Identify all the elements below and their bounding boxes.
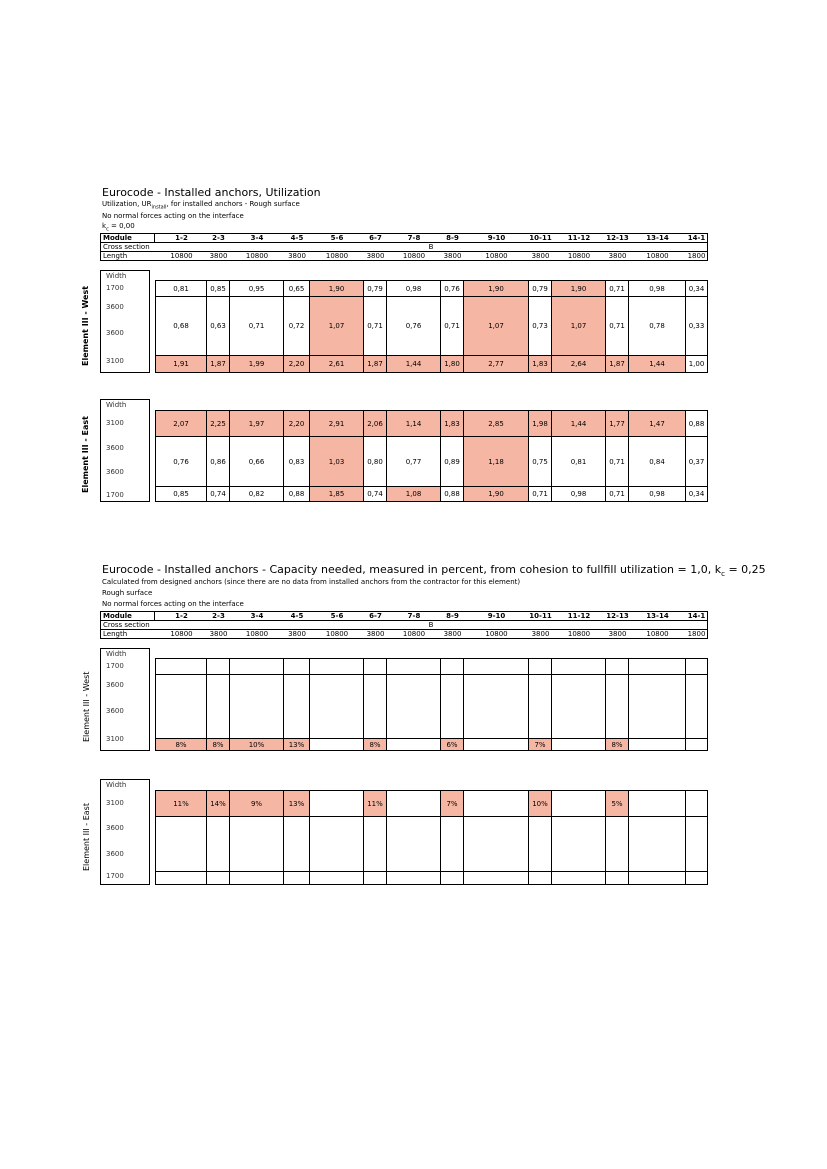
table-cell: 6% — [441, 739, 464, 750]
module-label: Module — [103, 612, 132, 620]
table-cell: 1,07 — [464, 297, 529, 356]
table-cell — [230, 675, 284, 739]
table-cell — [441, 675, 464, 739]
module-label: Module — [103, 234, 132, 242]
module-header: 3-4 — [250, 612, 264, 620]
module-header: 2-3 — [212, 234, 225, 242]
table-cell: 1,18 — [464, 437, 529, 487]
table-cell: 1,44 — [552, 411, 606, 437]
table-cell: 8% — [606, 739, 629, 750]
table-cell — [310, 791, 364, 817]
table-cell: 1,90 — [552, 281, 606, 297]
section2-line2: Rough surface — [102, 589, 153, 597]
table-cell — [552, 739, 606, 750]
table-cell: 0,76 — [441, 281, 464, 297]
table-cell: 0,98 — [629, 281, 686, 297]
table-cell: 0,71 — [606, 297, 629, 356]
table-cell — [464, 791, 529, 817]
table-cell: 11% — [156, 791, 207, 817]
table-cell: 0,76 — [387, 297, 441, 356]
table-cell — [529, 675, 552, 739]
table-cell: 1,90 — [310, 281, 364, 297]
table-cell: 2,07 — [156, 411, 207, 437]
width-value: 3100 — [106, 419, 124, 427]
table-cell: 0,95 — [230, 281, 284, 297]
table-cell: 2,64 — [552, 356, 606, 372]
header-divider — [154, 234, 155, 242]
table-cell: 2,06 — [364, 411, 387, 437]
module-header: 6-7 — [369, 234, 382, 242]
table-cell: 0,65 — [284, 281, 310, 297]
section2-line1: Calculated from designed anchors (since there are no data from installed anchors from the contractor for this element) — [102, 578, 521, 586]
header-row — [101, 630, 707, 638]
cross-section-value: B — [428, 621, 434, 629]
table-cell — [464, 675, 529, 739]
table-cell: 1,00 — [688, 360, 705, 368]
table-cell — [284, 659, 310, 675]
length-value: 3800 — [366, 252, 385, 260]
width-value: 3600 — [106, 850, 124, 858]
section1-title: Eurocode - Installed anchors, Utilization — [102, 186, 321, 199]
length-value: 10800 — [245, 252, 269, 260]
table-cell — [387, 675, 441, 739]
table-cell — [364, 817, 387, 872]
table-cell: 0,72 — [284, 297, 310, 356]
cross-section-value: B — [428, 243, 434, 251]
table-cell — [207, 872, 230, 884]
length-label: Length — [103, 252, 128, 260]
length-label: Length — [103, 630, 128, 638]
module-header-table-2 — [100, 611, 708, 639]
table-cell — [552, 675, 606, 739]
length-value: 3800 — [209, 630, 228, 638]
table-cell: 0,81 — [156, 281, 207, 297]
table-cell: 0,86 — [207, 437, 230, 487]
module-header: 10-11 — [529, 234, 552, 242]
table-cell: 1,47 — [629, 411, 686, 437]
length-value: 10800 — [325, 630, 349, 638]
table-cell: 7% — [441, 791, 464, 817]
table-cell: 0,71 — [364, 297, 387, 356]
table-cell: 0,77 — [387, 437, 441, 487]
table-cell — [606, 659, 629, 675]
table-cell: 0,75 — [529, 437, 552, 487]
width-value: 1700 — [106, 284, 124, 292]
table-cell — [552, 817, 606, 872]
table-cell — [156, 817, 207, 872]
module-header: 5-6 — [330, 234, 344, 242]
table-cell: 0,80 — [364, 437, 387, 487]
table-cell: 0,74 — [364, 487, 387, 501]
length-value: 3800 — [531, 630, 550, 638]
table-cell: 14% — [207, 791, 230, 817]
width-label: Width — [106, 401, 127, 409]
table-cell: 1,08 — [387, 487, 441, 501]
table-cell — [464, 872, 529, 884]
length-value: 10800 — [170, 630, 193, 638]
table-cell: 8% — [207, 739, 230, 750]
table-cell — [629, 675, 686, 739]
table-cell: 0,34 — [686, 281, 707, 297]
module-header: 4-5 — [290, 612, 304, 620]
table-cell — [464, 659, 529, 675]
table-cell — [156, 659, 207, 675]
table-cell: 0,89 — [441, 437, 464, 487]
table-cell — [387, 659, 441, 675]
width-value: 1700 — [106, 491, 124, 499]
length-value: 3800 — [366, 630, 385, 638]
table-cell: 2,20 — [284, 411, 310, 437]
module-header: 7-8 — [407, 612, 421, 620]
length-value: 3800 — [209, 252, 228, 260]
table-cell — [629, 659, 686, 675]
table-cell: 0,63 — [207, 297, 230, 356]
table-cell: 2,25 — [207, 411, 230, 437]
table-cell: 1,14 — [387, 411, 441, 437]
module-header: 1-2 — [175, 612, 188, 620]
table-cell — [310, 817, 364, 872]
table-cell: 0,85 — [156, 487, 207, 501]
section1-subtitle: Utilization, $UR_{install}$, for installed anchors - Rough surface — [102, 200, 300, 211]
table-cell: 0,88 — [686, 411, 707, 437]
table-cell: 1,85 — [310, 487, 364, 501]
table-cell: 2,77 — [464, 356, 529, 372]
width-column-west — [100, 270, 150, 373]
table-cell — [529, 659, 552, 675]
table-cell — [629, 817, 686, 872]
table-cell: 2,20 — [284, 356, 310, 372]
table-cell: 5% — [606, 791, 629, 817]
table-cell — [441, 817, 464, 872]
table-cell — [606, 675, 629, 739]
table-cell: 0,34 — [688, 490, 705, 498]
table-cell: 0,71 — [230, 297, 284, 356]
length-value: 10800 — [485, 630, 508, 638]
width-value: 3600 — [106, 824, 124, 832]
section2-title: Eurocode - Installed anchors - Capacity needed, measured in percent, from cohesion to fullfill utilization = 1,0, $k_c = 0,25$ — [102, 563, 766, 579]
table-cell: 0,37 — [686, 437, 707, 487]
table-cell: 1,98 — [529, 411, 552, 437]
section2-line3: No normal forces acting on the interface — [102, 600, 244, 608]
table-cell — [629, 739, 686, 750]
element-label-west-2: Element III - West — [82, 671, 91, 742]
length-value: 3800 — [443, 252, 462, 260]
table-cell: 9% — [230, 791, 284, 817]
length-value: 3800 — [531, 252, 550, 260]
width-label: Width — [106, 272, 127, 280]
length-value: 3800 — [443, 630, 462, 638]
table-cell — [230, 817, 284, 872]
length-value: 10800 — [402, 252, 426, 260]
table-cell — [629, 872, 686, 884]
table-cell — [156, 675, 207, 739]
header-row — [101, 621, 707, 630]
width-value: 3600 — [106, 303, 124, 311]
table-cell: 0,71 — [606, 437, 629, 487]
width-label: Width — [106, 650, 127, 658]
table-cell: 0,74 — [207, 487, 230, 501]
section1-note: No normal forces acting on the interface — [102, 212, 244, 220]
module-header: 9-10 — [487, 234, 506, 242]
table-cell: 1,87 — [207, 356, 230, 372]
module-header: 8-9 — [446, 612, 459, 620]
table-cell: 0,76 — [156, 437, 207, 487]
module-header: 8-9 — [446, 234, 459, 242]
table-cell — [441, 872, 464, 884]
header-row — [101, 252, 707, 260]
table-cell: 1,44 — [629, 356, 686, 372]
table-cell: 0,68 — [156, 297, 207, 356]
table-cell: 0,82 — [230, 487, 284, 501]
length-value: 3800 — [608, 630, 627, 638]
length-value: 10800 — [245, 630, 269, 638]
module-header: 10-11 — [529, 612, 552, 620]
table-cell — [310, 659, 364, 675]
table-cell: 1,91 — [156, 356, 207, 372]
table-cell — [606, 872, 629, 884]
length-value: 10800 — [646, 252, 669, 260]
module-header: 4-5 — [290, 234, 304, 242]
table-cell — [441, 659, 464, 675]
module-header: 12-13 — [606, 234, 629, 242]
table-cell — [387, 739, 441, 750]
width-value: 3600 — [106, 468, 124, 476]
table-cell: 0,88 — [441, 487, 464, 501]
length-value: 3800 — [608, 252, 627, 260]
table-cell — [207, 817, 230, 872]
table-cell: 0,79 — [529, 281, 552, 297]
table-cell — [207, 675, 230, 739]
table-cell — [552, 791, 606, 817]
utilization-grid-west — [155, 280, 708, 373]
width-column-east-2 — [100, 779, 150, 885]
table-cell: 1,87 — [606, 356, 629, 372]
module-header: 11-12 — [567, 612, 591, 620]
table-cell: 0,79 — [364, 281, 387, 297]
table-cell — [230, 872, 284, 884]
table-cell — [207, 659, 230, 675]
module-header: 13-14 — [646, 234, 669, 242]
module-header: 6-7 — [369, 612, 382, 620]
element-label-east-2: Element III - East — [82, 803, 91, 871]
table-cell — [284, 675, 310, 739]
table-cell: 0,98 — [387, 281, 441, 297]
capacity-grid-east — [155, 790, 708, 885]
table-cell — [629, 791, 686, 817]
table-cell: 0,98 — [629, 487, 686, 501]
module-header: 14-1 — [687, 612, 706, 620]
table-cell: 7% — [529, 739, 552, 750]
table-cell — [686, 675, 707, 739]
table-cell: 0,81 — [552, 437, 606, 487]
table-cell — [387, 791, 441, 817]
module-header: 13-14 — [646, 612, 669, 620]
table-cell: 0,98 — [552, 487, 606, 501]
table-cell: 0,78 — [629, 297, 686, 356]
length-value: 10800 — [170, 252, 193, 260]
width-column-west-2 — [100, 648, 150, 751]
table-cell: 10% — [529, 791, 552, 817]
table-cell — [529, 872, 552, 884]
table-cell: 0,71 — [529, 487, 552, 501]
table-cell: 1,87 — [364, 356, 387, 372]
length-value: 1800 — [687, 630, 706, 638]
table-cell: 2,85 — [464, 411, 529, 437]
length-value: 3800 — [288, 252, 306, 260]
table-cell: 10% — [230, 739, 284, 750]
header-row — [101, 234, 707, 243]
table-cell: 1,80 — [441, 356, 464, 372]
header-row — [101, 243, 707, 252]
table-cell — [284, 872, 310, 884]
table-cell — [387, 817, 441, 872]
module-header: 14-1 — [687, 234, 706, 242]
table-cell: 0,73 — [529, 297, 552, 356]
table-cell: 1,07 — [310, 297, 364, 356]
table-cell: 1,90 — [464, 487, 529, 501]
width-value: 3600 — [106, 444, 124, 452]
header-divider — [154, 612, 155, 620]
table-cell — [464, 817, 529, 872]
table-cell: 0,33 — [686, 297, 707, 356]
table-cell — [310, 872, 364, 884]
table-cell — [552, 659, 606, 675]
width-value: 1700 — [106, 662, 124, 670]
table-cell — [310, 675, 364, 739]
table-cell: 1,83 — [441, 411, 464, 437]
table-cell: 0,71 — [441, 297, 464, 356]
table-cell: 1,90 — [464, 281, 529, 297]
table-cell — [387, 872, 441, 884]
module-header: 9-10 — [487, 612, 506, 620]
table-cell: 11% — [364, 791, 387, 817]
length-value: 1800 — [687, 252, 706, 260]
header-row — [101, 612, 707, 621]
table-cell — [284, 817, 310, 872]
table-cell — [686, 791, 707, 817]
length-value: 10800 — [402, 630, 426, 638]
table-cell: 13% — [284, 791, 310, 817]
module-header: 1-2 — [175, 234, 188, 242]
utilization-grid-east — [155, 410, 708, 502]
table-cell — [230, 659, 284, 675]
capacity-grid-west — [155, 658, 708, 751]
table-cell — [364, 675, 387, 739]
module-header: 12-13 — [606, 612, 629, 620]
table-cell — [686, 872, 707, 884]
section1-kc: $k_c = 0,00$ — [102, 222, 135, 233]
width-value: 3100 — [106, 799, 124, 807]
table-cell — [552, 872, 606, 884]
length-value: 10800 — [567, 252, 591, 260]
table-cell: 13% — [284, 739, 310, 750]
cross-section-label: Cross section — [103, 243, 150, 251]
element-label-east: Element III - East — [81, 416, 90, 493]
module-header: 11-12 — [567, 234, 591, 242]
table-cell — [310, 739, 364, 750]
table-cell — [529, 817, 552, 872]
width-value: 3100 — [106, 735, 124, 743]
module-header-table — [100, 233, 708, 261]
table-cell — [156, 872, 207, 884]
width-label: Width — [106, 781, 127, 789]
table-cell: 2,61 — [310, 356, 364, 372]
width-value: 3600 — [106, 681, 124, 689]
length-value: 3800 — [288, 630, 306, 638]
table-cell: 0,66 — [230, 437, 284, 487]
table-cell — [606, 817, 629, 872]
table-cell: 1,99 — [230, 356, 284, 372]
length-value: 10800 — [325, 252, 349, 260]
table-cell — [464, 739, 529, 750]
module-header: 7-8 — [407, 234, 421, 242]
table-cell: 8% — [364, 739, 387, 750]
table-cell: 1,97 — [230, 411, 284, 437]
length-value: 10800 — [485, 252, 508, 260]
table-cell: 0,88 — [284, 487, 310, 501]
table-cell: 1,07 — [552, 297, 606, 356]
table-cell: 0,84 — [629, 437, 686, 487]
element-label-west: Element III - West — [81, 285, 90, 366]
width-column-east — [100, 399, 150, 502]
table-cell: 8% — [156, 739, 207, 750]
table-cell: 1,83 — [529, 356, 552, 372]
table-cell — [686, 739, 707, 750]
width-value: 3600 — [106, 707, 124, 715]
table-cell: 0,71 — [606, 487, 629, 501]
length-value: 10800 — [567, 630, 591, 638]
table-cell: 0,71 — [606, 281, 629, 297]
table-cell — [364, 659, 387, 675]
width-value: 3100 — [106, 357, 124, 365]
table-cell: 0,85 — [207, 281, 230, 297]
table-cell — [686, 659, 707, 675]
table-cell: 0,83 — [284, 437, 310, 487]
module-header: 3-4 — [250, 234, 264, 242]
table-cell: 1,03 — [310, 437, 364, 487]
table-cell: 1,77 — [606, 411, 629, 437]
table-cell: 1,44 — [387, 356, 441, 372]
length-value: 10800 — [646, 630, 669, 638]
table-cell — [686, 817, 707, 872]
table-cell — [364, 872, 387, 884]
width-value: 3600 — [106, 329, 124, 337]
cross-section-label: Cross section — [103, 621, 150, 629]
width-value: 1700 — [106, 872, 124, 880]
module-header: 2-3 — [212, 612, 225, 620]
module-header: 5-6 — [330, 612, 344, 620]
table-cell: 2,91 — [310, 411, 364, 437]
